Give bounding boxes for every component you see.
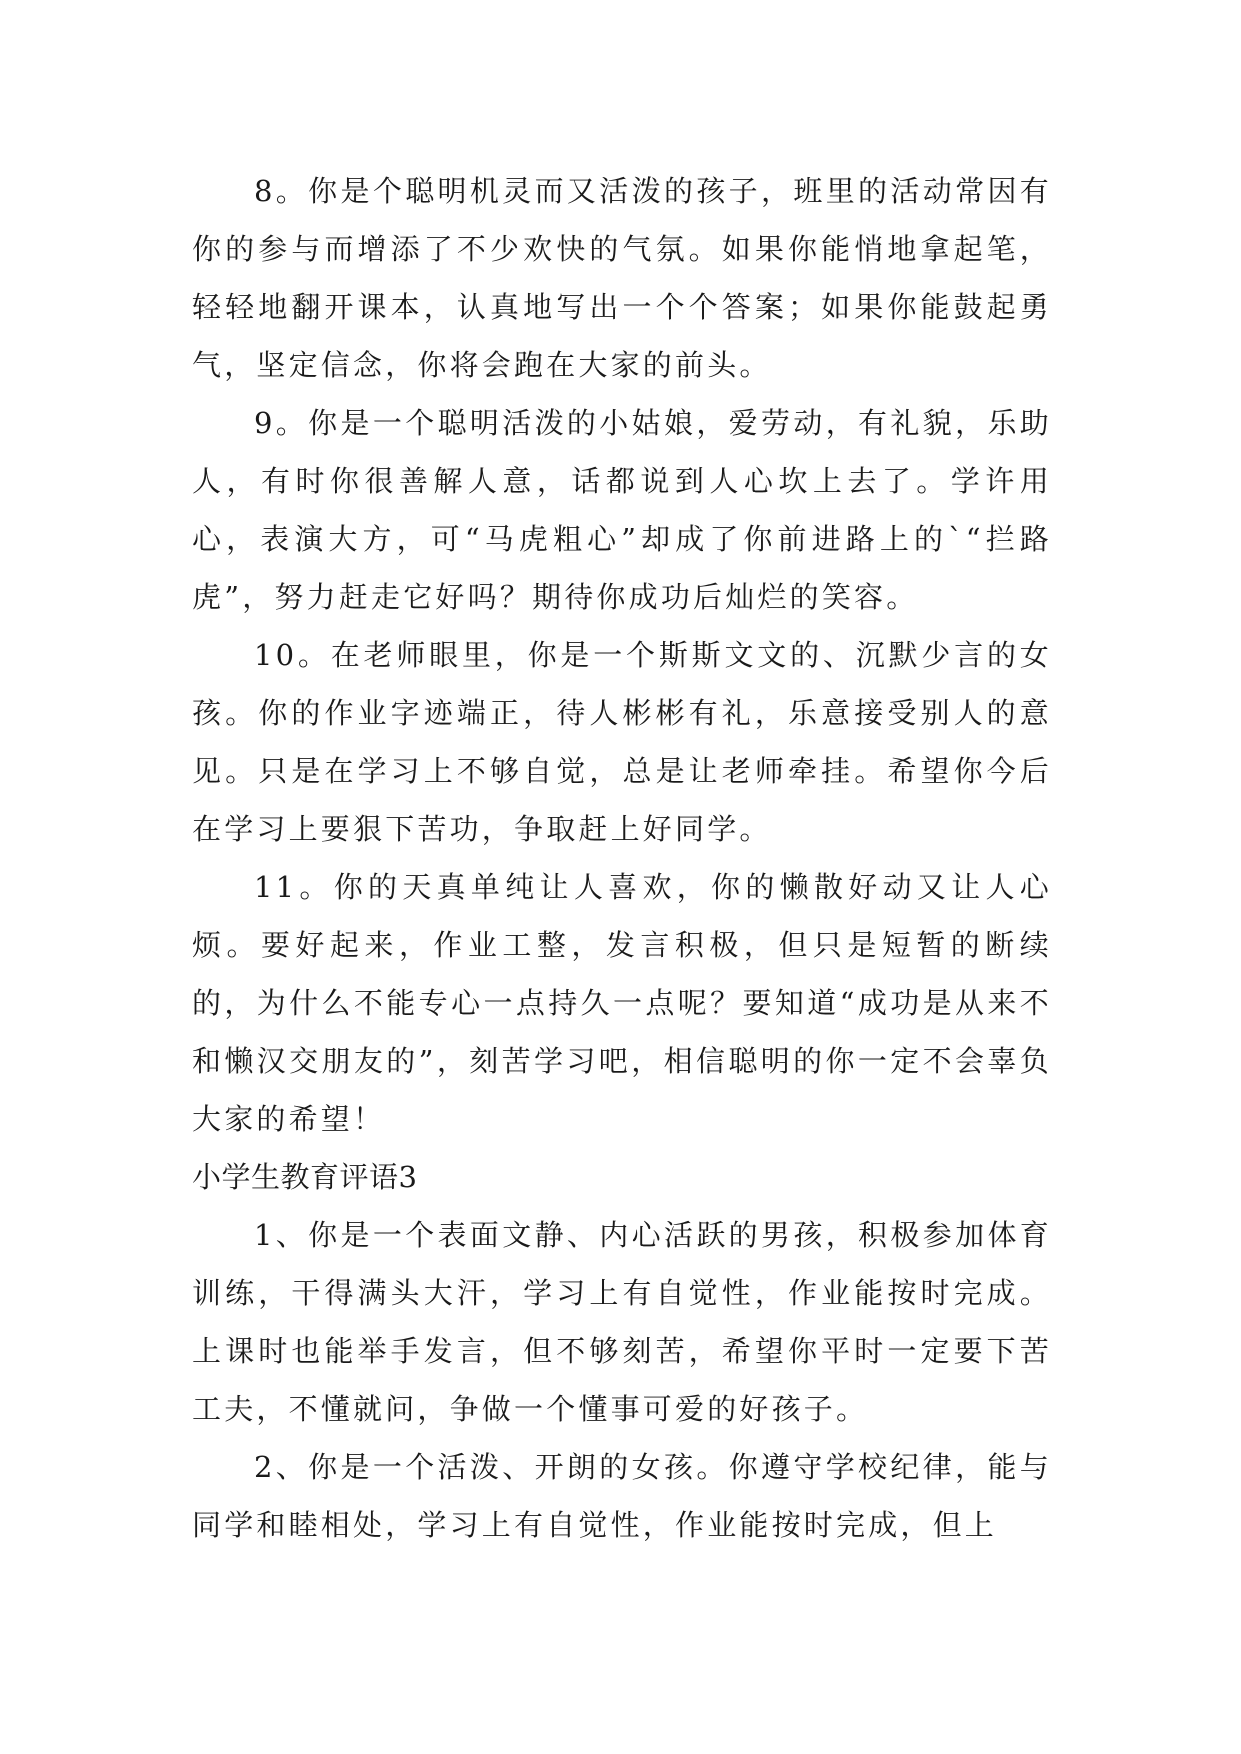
comment-paragraph-1: 1、你是一个表面文静、内心活跃的男孩，积极参加体育训练，干得满头大汗，学习上有自觉性，作业能按时完成。上课时也能举手发言，但不够刻苦，希望你平时一定要下苦工夫，不懂就问，争做一个懂事可爱的好孩子。 (192, 1218, 1052, 1426)
comment-paragraph-9: 9。你是一个聪明活泼的小姑娘，爱劳动，有礼貌，乐助人，有时你很善解人意，话都说到人心坎上去了。学许用心，表演大方，可“马虎粗心”却成了你前进路上的`“拦路虎”，努力赶走它好吗？期待你成功后灿烂的笑容。 (192, 406, 1052, 614)
comment-paragraph-11: 11。你的天真单纯让人喜欢，你的懒散好动又让人心烦。要好起来，作业工整，发言积极，但只是短暂的断续的，为什么不能专心一点持久一点呢？要知道“成功是从来不和懒汉交朋友的”，刻苦学习吧，相信聪明的你一定不会辜负大家的希望！ (192, 870, 1052, 1136)
section-heading: 小学生教育评语3 (192, 1160, 418, 1194)
comment-paragraph-8: 8。你是个聪明机灵而又活泼的孩子，班里的活动常因有你的参与而增添了不少欢快的气氛。如果你能悄地拿起笔，轻轻地翻开课本，认真地写出一个个答案；如果你能鼓起勇气，坚定信念，你将会跑在大家的前头。 (192, 174, 1052, 382)
document-body (192, 162, 1052, 1554)
comment-paragraph-10: 10。在老师眼里，你是一个斯斯文文的、沉默少言的女孩。你的作业字迹端正，待人彬彬有礼，乐意接受别人的意见。只是在学习上不够自觉，总是让老师牵挂。希望你今后在学习上要狠下苦功，争取赶上好同学。 (192, 638, 1052, 846)
comment-paragraph-2: 2、你是一个活泼、开朗的女孩。你遵守学校纪律，能与同学和睦相处，学习上有自觉性，作业能按时完成，但上 (192, 1450, 1052, 1542)
